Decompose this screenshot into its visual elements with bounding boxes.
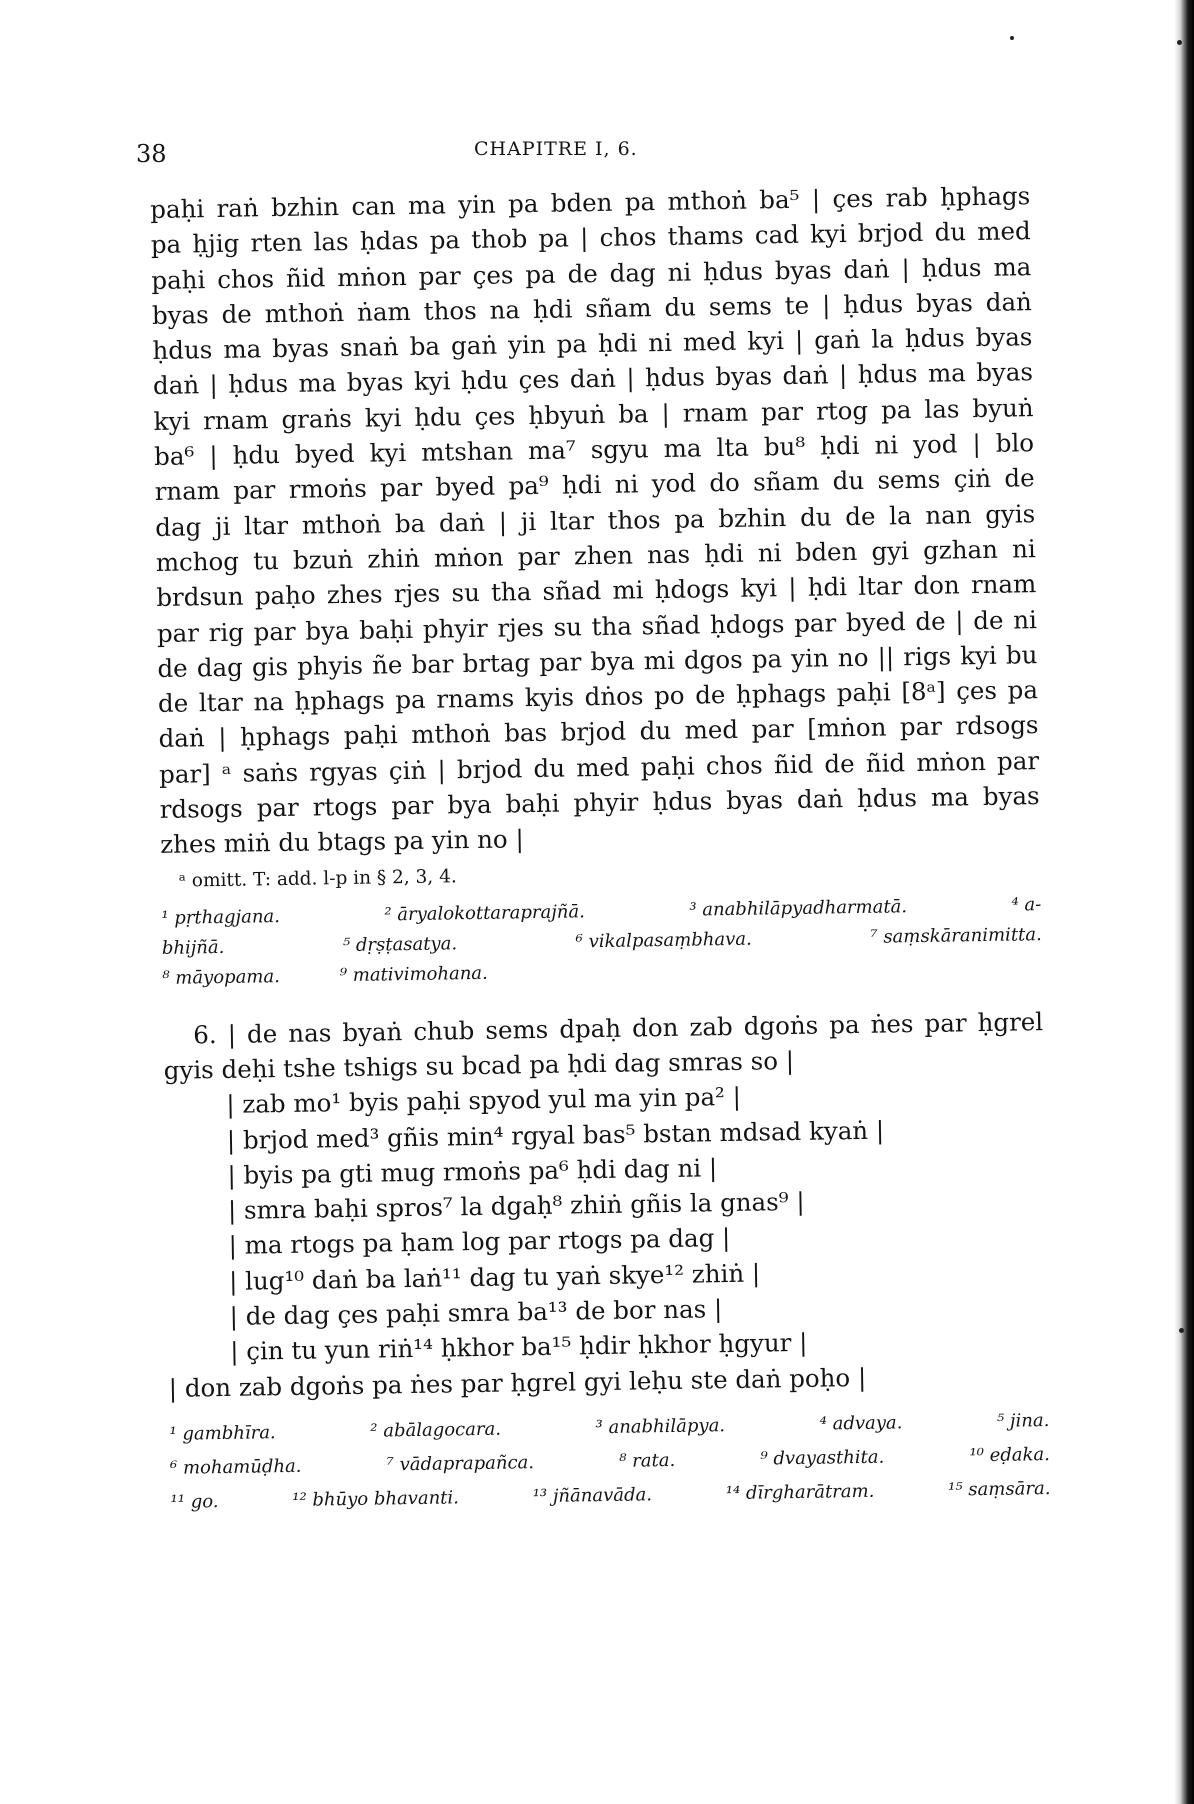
note-entry: ⁸ māyopama. (162, 965, 281, 989)
verse-line: | ma rtogs pa ḥam log par rtogs pa dag | (228, 1223, 731, 1261)
note-entry: ² abālagocara. (370, 1418, 502, 1442)
text-line: rdsogs par rtogs par bya baḥi phyir ḥdus byas daṅ ḥdus ma byas (159, 781, 1040, 824)
note-entry: ⁵ dṛṣṭasatya. (342, 932, 458, 956)
note-entry: ¹³ jñānavāda. (532, 1484, 653, 1508)
note-entry: ¹⁰ eḍaka. (969, 1443, 1051, 1467)
sanskrit-notes-1 (161, 890, 1042, 994)
running-head: CHAPITRE I, 6. (474, 138, 638, 160)
text-line: dag ji ltar mthoṅ ba daṅ | ji ltar thos pa bzhin du de la nan gyis (155, 498, 1036, 542)
sanskrit-notes-2 (169, 1404, 1050, 1520)
page-number: 38 (136, 140, 167, 168)
note-entry: ¹⁵ saṃsāra. (947, 1477, 1051, 1501)
note-entry: ¹² bhūyo bhavanti. (292, 1487, 460, 1511)
note-entry: ¹⁴ dīrgharātram. (725, 1480, 875, 1505)
note-entry: ³ anabhilāpyadharmatā. (689, 895, 908, 921)
text-line: daṅ | ḥdus ma byas kyi ḥdu çes daṅ | ḥdus byas daṅ | ḥdus ma byas (152, 357, 1034, 401)
text-line: par rig par bya baḥi phyir rjes su tha sñad ḥdogs par byed de | de ni (156, 604, 1038, 648)
text-line: daṅ | ḥphags paḥi mthoṅ bas brjod du med par [mṅon par rdsogs (158, 710, 1039, 754)
text-line: ḥdus ma byas snaṅ ba gaṅ yin pa ḥdi ni med kyi | gaṅ la ḥdus byas (152, 322, 1033, 366)
section-intro-line: gyis deḥi tshe tshigs su bcad pa ḥdi dag smras so | (163, 1045, 795, 1085)
text-line: paḥi raṅ bzhin can ma yin pa bden pa mthoṅ ba⁵ | çes rab ḥphags (150, 181, 1031, 224)
text-line: paḥi chos ñid mṅon par çes pa de dag ni ḥdus byas daṅ | ḥdus ma (151, 251, 1032, 295)
page-header (136, 134, 1056, 166)
note-entry: ⁷ saṃskāranimitta. (870, 923, 1042, 948)
text-line: par] ᵃ saṅs rgyas çiṅ | brjod du med paḥi chos ñid de ñid mṅon par (158, 745, 1040, 789)
note-entry: ¹ pṛthagjana. (161, 905, 281, 929)
note-entry: bhijñā. (161, 936, 225, 959)
text-line: zhes miṅ du btags pa yin no | (160, 824, 524, 860)
section-6 (163, 1004, 1049, 1406)
note-entry: ⁹ dvayasthita. (760, 1446, 885, 1470)
text-line: rnam par rmoṅs par byed pa⁹ ḥdi ni yod do sñam du sems çiṅ de (154, 463, 1035, 507)
scan-speck (1179, 1328, 1184, 1333)
section-6-verses (164, 1074, 1048, 1370)
text-line: ba⁶ | ḥdu byed kyi mtshan ma⁷ sgyu ma lta bu⁸ ḥdi ni yod | blo (153, 428, 1035, 472)
note-entry: ² āryalokottaraprajñā. (384, 900, 586, 926)
verse-line: | de dag çes paḥi smra ba¹³ de bor nas | (229, 1294, 723, 1331)
section-intro-line: 6. | de nas byaṅ chub sems dpaḥ don zab dgoṅs pa ṅes par ḥgrel (193, 1006, 1044, 1050)
scan-speck (1010, 36, 1014, 40)
book-spine-shadow (1174, 0, 1194, 1804)
text-line: mchog tu bzuṅ zhiṅ mṅon par zhen nas ḥdi ni bden gyi gzhan ni (155, 534, 1036, 577)
verse-line: | smra baḥi spros⁷ la dgaḥ⁸ zhiṅ gñis la gnas⁹ | (227, 1186, 805, 1226)
note-entry: ³ anabhilāpya. (595, 1415, 726, 1439)
section-6-closing: | don zab dgoṅs pa ṅes par ḥgrel gyi leḥu ste daṅ poḥo | (168, 1362, 867, 1403)
note-entry: ⁴ a- (1011, 893, 1042, 916)
text-line: kyi rnam graṅs kyi ḥdu çes ḥbyuṅ ba | rnam par rtog pa las byuṅ (153, 392, 1034, 436)
main-text-block (150, 178, 1040, 862)
verse-line: | byis pa gti mug rmoṅs pa⁶ ḥdi dag ni | (227, 1153, 718, 1190)
text-line: de dag gis phyis ñe bar brtag par bya mi dgos pa yin no || rigs kyi bu (157, 639, 1038, 683)
scan-speck (1177, 40, 1182, 45)
note-entry: ¹ gambhīra. (169, 1422, 276, 1445)
verse-line: | brjod med³ gñis min⁴ rgyal bas⁵ bstan mdsad kyaṅ | (226, 1115, 885, 1155)
verse-line: | çin tu yun riṅ¹⁴ ḥkhor ba¹⁵ ḥdir ḥkhor ḥgyur | (229, 1328, 808, 1367)
page-body (150, 178, 1051, 1520)
note-entry: ⁸ rata. (619, 1449, 676, 1472)
note-entry: ⁶ mohamūḍha. (169, 1455, 302, 1479)
text-line: byas de mthoṅ ṅam thos na ḥdi sñam du sems te | ḥdus byas daṅ (151, 287, 1033, 330)
note-entry: ⁹ mativimohana. (339, 962, 488, 986)
note-entry: ⁷ vādaprapañca. (386, 1452, 535, 1476)
footnote-a: ᵃ omitt. T: add. l-p in § 2, 3, 4. (178, 865, 457, 892)
note-entry: ¹¹ go. (170, 1490, 219, 1513)
text-line: pa ḥjig rten las ḥdas pa thob pa | chos thams cad kyi brjod du med (150, 216, 1031, 260)
note-entry: ⁶ vikalpasaṃbhava. (575, 928, 752, 953)
text-line: brdsun paḥo zhes rjes su tha sñad mi ḥdogs kyi | ḥdi ltar don rnam (156, 569, 1037, 613)
text-line: de ltar na ḥphags pa rnams kyis dṅos po de ḥphags paḥi [8ᵃ] çes pa (157, 675, 1039, 719)
note-entry: ⁴ advaya. (819, 1412, 903, 1435)
note-entry: ⁵ jina. (996, 1409, 1050, 1432)
verse-line: | zab mo¹ byis paḥi spyod yul ma yin pa² | (226, 1082, 742, 1120)
verse-line: | lug¹⁰ daṅ ba laṅ¹¹ dag tu yaṅ skye¹² zhiṅ | (228, 1258, 761, 1296)
